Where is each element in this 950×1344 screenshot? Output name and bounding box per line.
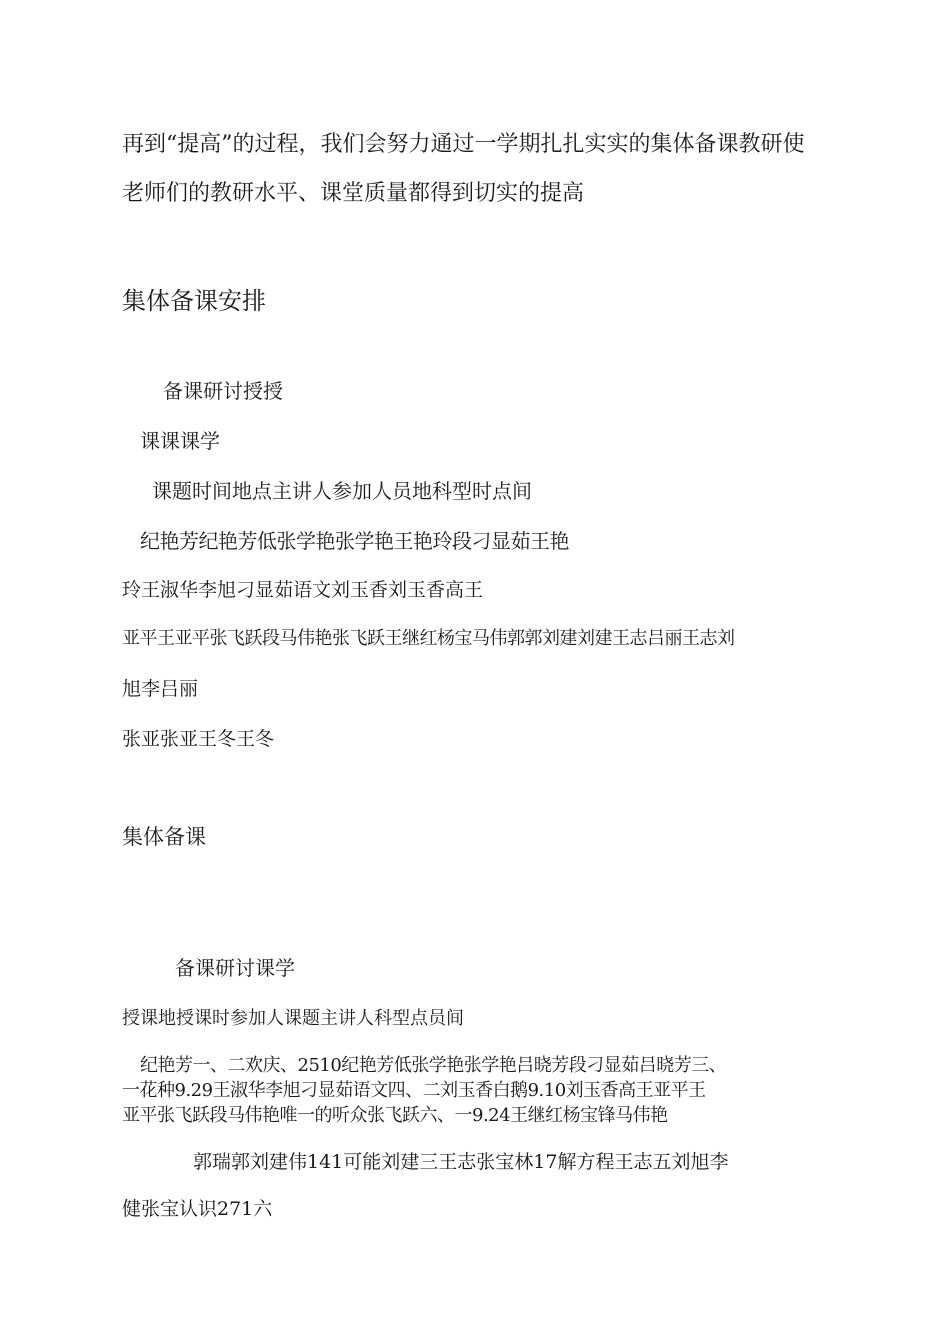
intro-line-1: 再到“提高”的过程，我们会努力通过一学期扎扎实实的集体备课教研使 (122, 132, 805, 157)
table2-row-1: 纪艳芳一、二欢庆、2510纪艳芳低张学艳张学艳吕晓芳段刁显茹吕晓芳三、 (140, 1055, 727, 1076)
table2-row-2: 一花种9.29王淑华李旭刁显茹语文四、二刘玉香白鹅9.10刘玉香高王亚平王 (122, 1080, 706, 1101)
section-heading-arrangement: 集体备课安排 (122, 287, 266, 315)
intro-line-2: 老师们的教研水平、课堂质量都得到切实的提高 (122, 181, 585, 206)
table2-header-row-1: 备课研讨课学 (175, 956, 295, 980)
table2-row-4: 郭瑞郭刘建伟141可能刘建三王志张宝林17解方程王志五刘旭李 (193, 1151, 729, 1173)
table1-row-2: 玲王淑华李旭刁显茹语文刘玉香刘玉香高王 (122, 579, 484, 601)
table2-header-row-2: 授课地授课时参加人课题主讲人科型点员间 (122, 1008, 464, 1029)
table1-row-5: 张亚张亚王冬王冬 (122, 728, 275, 750)
table1-row-1: 纪艳芳纪艳芳低张学艳张学艳王艳玲段刁显茹王艳 (140, 529, 569, 553)
table1-header-row-2: 课课课学 (140, 429, 220, 453)
table2-row-5: 健张宝认识271六 (122, 1198, 273, 1220)
table1-header-row-1: 备课研讨授授 (163, 379, 283, 403)
table1-header-row-3: 课题时间地点主讲人参加人员地科型时点间 (152, 479, 532, 503)
section-heading-collective: 集体备课 (122, 825, 206, 849)
table1-row-3: 亚平王亚平张飞跃段马伟艳张飞跃王继红杨宝马伟郭郭刘建刘建王志吕丽王志刘 (122, 628, 735, 649)
table1-row-4: 旭李吕丽 (122, 678, 199, 700)
table2-row-3: 亚平张飞跃段马伟艳唯一的听众张飞跃六、一9.24王继红杨宝锋马伟艳 (122, 1105, 668, 1126)
